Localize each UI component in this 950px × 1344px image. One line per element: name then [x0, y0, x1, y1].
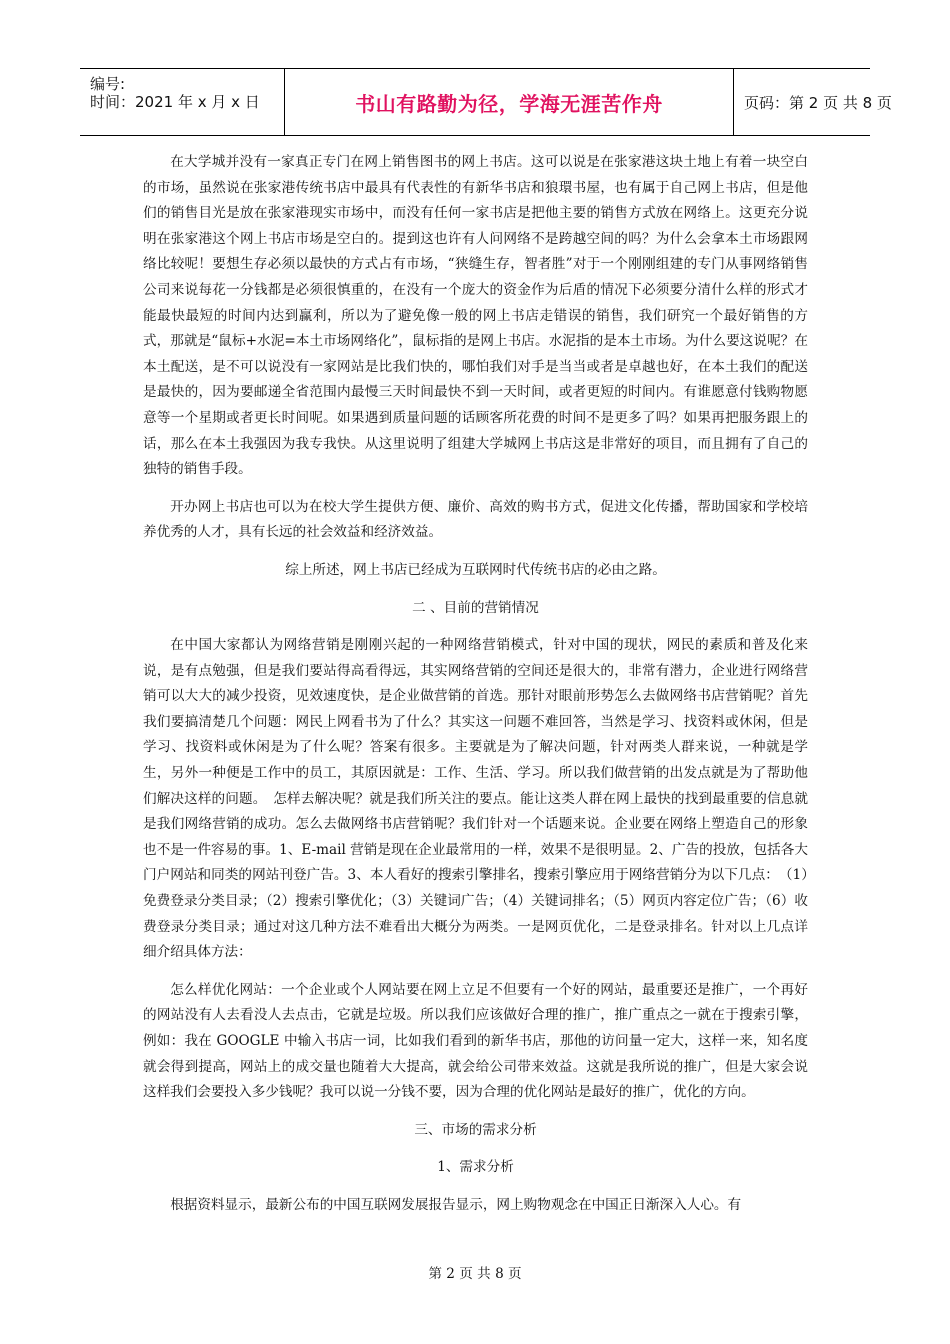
paragraph-benefits: 开办网上书店也可以为在校大学生提供方便、廉价、高效的购书方式，促进文化传播，帮助国家和学校培养优秀的人才，具有长远的社会效益和经济效益。 [143, 498, 808, 541]
header-meta-cell [80, 69, 284, 135]
section-heading-marketing: 二 、目前的营销情况 [412, 599, 539, 616]
motto: 书山有路勤为径，学海无涯苦作舟 [355, 91, 663, 116]
date-label: 时间：2021 年 x 月 x 日 [90, 93, 260, 111]
paragraph-marketing: 在中国大家都认为网络营销是刚刚兴起的一种网络营销模式，针对中国的现状，网民的素质和普及化来说，是有点勉强，但是我们要站得高看得远，其实网络营销的空间还是很大的，非常有潜力，企业进行网络营销可以大大的减少投资，见效速度快，是企业做营销的首选。那针对眼前形势怎么去做网络书店营销呢？首先我们要搞清楚几个问题：网民上网看书为了什么？其实这一问题不难回答，当然是学习、找资料或休闲，但是学习、找资料或休闲是为了什么呢？答案有很多。主要就是为了解决问题，针对两类人群来说，一种就是学生，另外一种便是工作中的员工，其原因就是：工作、生活、学习。所以我们做营销的出发点就是为了帮助他们解决这样的问题。 怎样去解决呢？就是我们所关注的要点。能让这类人群在网上最快的找到最重要的信息就是我们网络营销的成功。怎么去做网络书店营销呢？我们针对一个话题来说。企业要在网络上塑造自己的形象也不是一件容易的事。1、E-mail 营销是现在企业最常用的一样，效果不是很明显。2、广告的投放，包括各大门户网站和同类的网站刊登广告。3、本人看好的搜索引擎排名，搜索引擎应用于网络营销分为以下几点： （1）免费登录分类目录；（2）搜索引擎优化；（3）关键词广告；（4）关键词排名；（5）网页内容定位广告；（6）收费登录分类目录；通过对这几种方法不难看出大概分为两类。一是网页优化，二是登录排名。针对以上几点详细介绍具体方法： [143, 637, 808, 961]
paragraph-intro: 在大学城并没有一家真正专门在网上销售图书的网上书店。这可以说是在张家港这块土地上有着一块空白的市场，虽然说在张家港传统书店中最具有代表性的有新华书店和狼環书屋，也有属于自己网上书店，但是他们的销售目光是放在张家港现实市场中，而没有任何一家书店是把他主要的销售方式放在网络上。这更充分说明在张家港这个网上书店市场是空白的。提到这也许有人问网络不是跨越空间的吗？为什么会拿本土市场跟网络比较呢！要想生存必须以最快的方式占有市场，“狭缝生存，智者胜”对于一个刚刚组建的专门从事网络销售公司来说每花一分钱都是必须很慎重的，在没有一个庞大的资金作为后盾的情况下必须要分清什么样的形式才能最快最短的时间内达到赢利，所以为了避免像一般的网上书店走错误的销售，我们研究一个最好销售的方式，那就是“鼠标+水泥=本土市场网络化”，鼠标指的是网上书店。水泥指的是本土市场。为什么要这说呢？在本土配送，是不可以说没有一家网站是比我们快的，哪怕我们对手是当当或者是卓越也好，在本土我们的配送是最快的，因为要邮递全省范围内最慢三天时间最快不到一天时间，或者更短的时间内。有谁愿意付钱购物愿意等一个星期或者更长时间呢。如果遇到质量问题的话顾客所花费的时间不是更多了吗？如果再把服务跟上的话，那么在本土我强因为我专我快。从这里说明了组建大学城网上书店这是非常好的项目，而且拥有了自己的独特的销售手段。 [143, 154, 808, 478]
document-body [143, 150, 808, 1219]
serial-label: 编号: [90, 75, 126, 93]
paragraph-data: 根据资料显示，最新公布的中国互联网发展报告显示，网上购物观念在中国正日渐深入人心。有 [170, 1196, 742, 1213]
section-heading-demand: 三、市场的需求分析 [414, 1121, 537, 1138]
paragraph-summary: 综上所述，网上书店已经成为互联网时代传统书店的必由之路。 [285, 561, 666, 578]
page-footer: 第 2 页 共 8 页 [428, 1266, 522, 1282]
document-header [80, 68, 892, 136]
subsection-heading-demand: 1、需求分析 [437, 1159, 514, 1176]
header-motto-cell [284, 69, 734, 135]
paragraph-optimization: 怎么样优化网站：一个企业或个人网站要在网上立足不但要有一个好的网站，最重要还是推广，一个再好的网站没有人去看没人去点击，它就是垃圾。所以我们应该做好合理的推广，推广重点之一就在于搜索引擎，例如：我在 GOOGLE 中输入书店一词，比如我们看到的新华书店，那他的访问量一定大，这样一来，知名度就会得到提高，网站上的成交量也随着大大提高，就会给公司带来效益。这就是我所说的推广，但是大家会说这样我们会要投入多少钱呢？我可以说一分钱不要，因为合理的优化网站是最好的推广，优化的方向。 [143, 981, 808, 1101]
header-page-cell [734, 69, 892, 135]
page-info: 页码：第 2 页 共 8 页 [744, 93, 892, 112]
